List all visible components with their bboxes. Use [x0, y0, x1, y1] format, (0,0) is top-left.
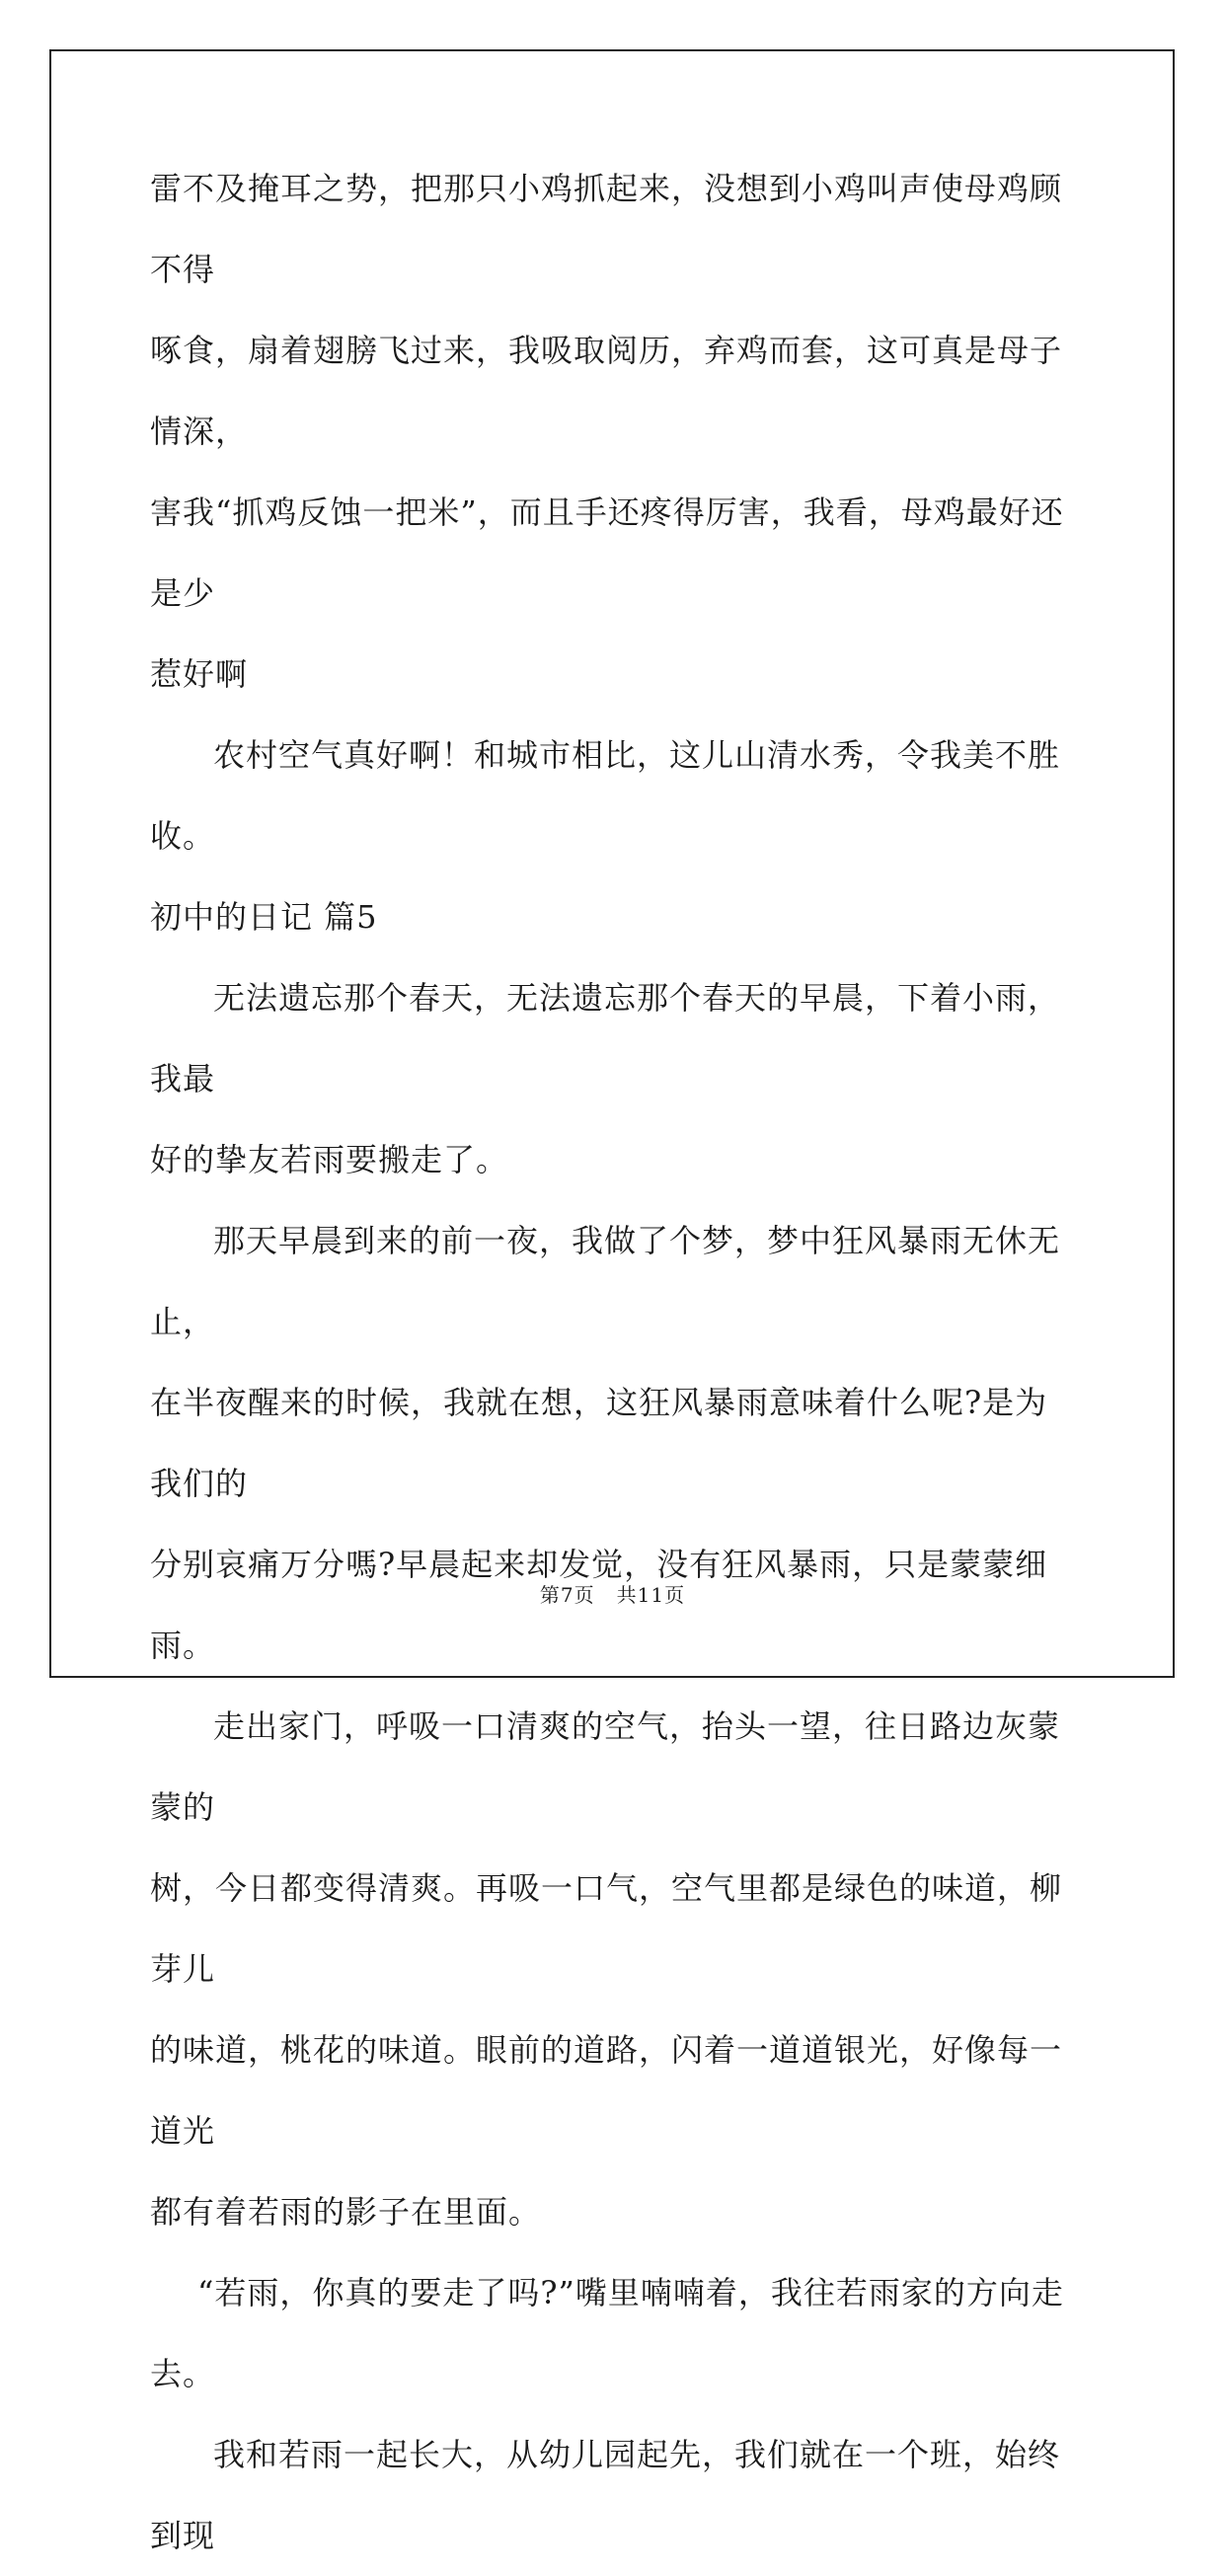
- paragraph: [150, 1200, 1078, 1686]
- text-line: 农村空气真好啊！和城市相比，这儿山清水秀，令我美不胜收。: [150, 736, 1061, 855]
- text-line: 走出家门，呼吸一口清爽的空气，抬头一望，往日路边灰蒙蒙的: [150, 1707, 1061, 1826]
- text-line: 我和若雨一起长大，从幼儿园起先，我们就在一个班，始终到现: [150, 2436, 1061, 2554]
- paragraph: [150, 2414, 1078, 2576]
- heading-text: 初中的日记 篇5: [150, 898, 378, 936]
- page-number: 第7页: [539, 1583, 595, 1607]
- section-heading: [150, 876, 1078, 957]
- paragraph: [150, 715, 1078, 876]
- text-line: 啄食，扇着翅膀飞过来，我吸取阅历，弃鸡而套，这可真是母子情深，: [150, 332, 1063, 450]
- text-line: “若雨，你真的要走了吗?”嘴里喃喃着，我往若雨家的方向走去。: [150, 2274, 1064, 2392]
- text-line: 那天早晨到来的前一夜，我做了个梦，梦中狂风暴雨无休无止，: [150, 1222, 1061, 1340]
- text-line: 在半夜醒来的时候，我就在想，这狂风暴雨意味着什么呢?是为我们的: [150, 1384, 1048, 1502]
- text-line: 的味道，桃花的味道。眼前的道路，闪着一道道银光，好像每一道光: [150, 2031, 1063, 2150]
- page-footer: [0, 1579, 1225, 1608]
- text-line: 惹好啊: [150, 655, 249, 693]
- text-line: 无法遗忘那个春天，无法遗忘那个春天的早晨，下着小雨，我最: [150, 979, 1061, 1098]
- text-line: 树，今日都变得清爽。再吸一口气，空气里都是绿色的味道，柳芽儿: [150, 1869, 1063, 1988]
- text-line: 都有着若雨的影子在里面。: [150, 2193, 542, 2231]
- document-body: [150, 148, 1078, 2576]
- page-total: 共11页: [616, 1583, 686, 1607]
- text-line: 害我“抓鸡反蚀一把米”，而且手还疼得厉害，我看，母鸡最好还是少: [150, 493, 1064, 612]
- text-line: 分别哀痛万分嗎?早晨起来却发觉，没有狂风暴雨，只是蒙蒙细雨。: [150, 1546, 1048, 1664]
- paragraph: [150, 2252, 1078, 2414]
- text-line: 好的挚友若雨要搬走了。: [150, 1141, 509, 1178]
- paragraph: [150, 148, 1078, 715]
- text-line: 雷不及掩耳之势，把那只小鸡抓起来，没想到小鸡叫声使母鸡顾不得: [150, 170, 1063, 288]
- paragraph: [150, 1686, 1078, 2252]
- paragraph: [150, 957, 1078, 1200]
